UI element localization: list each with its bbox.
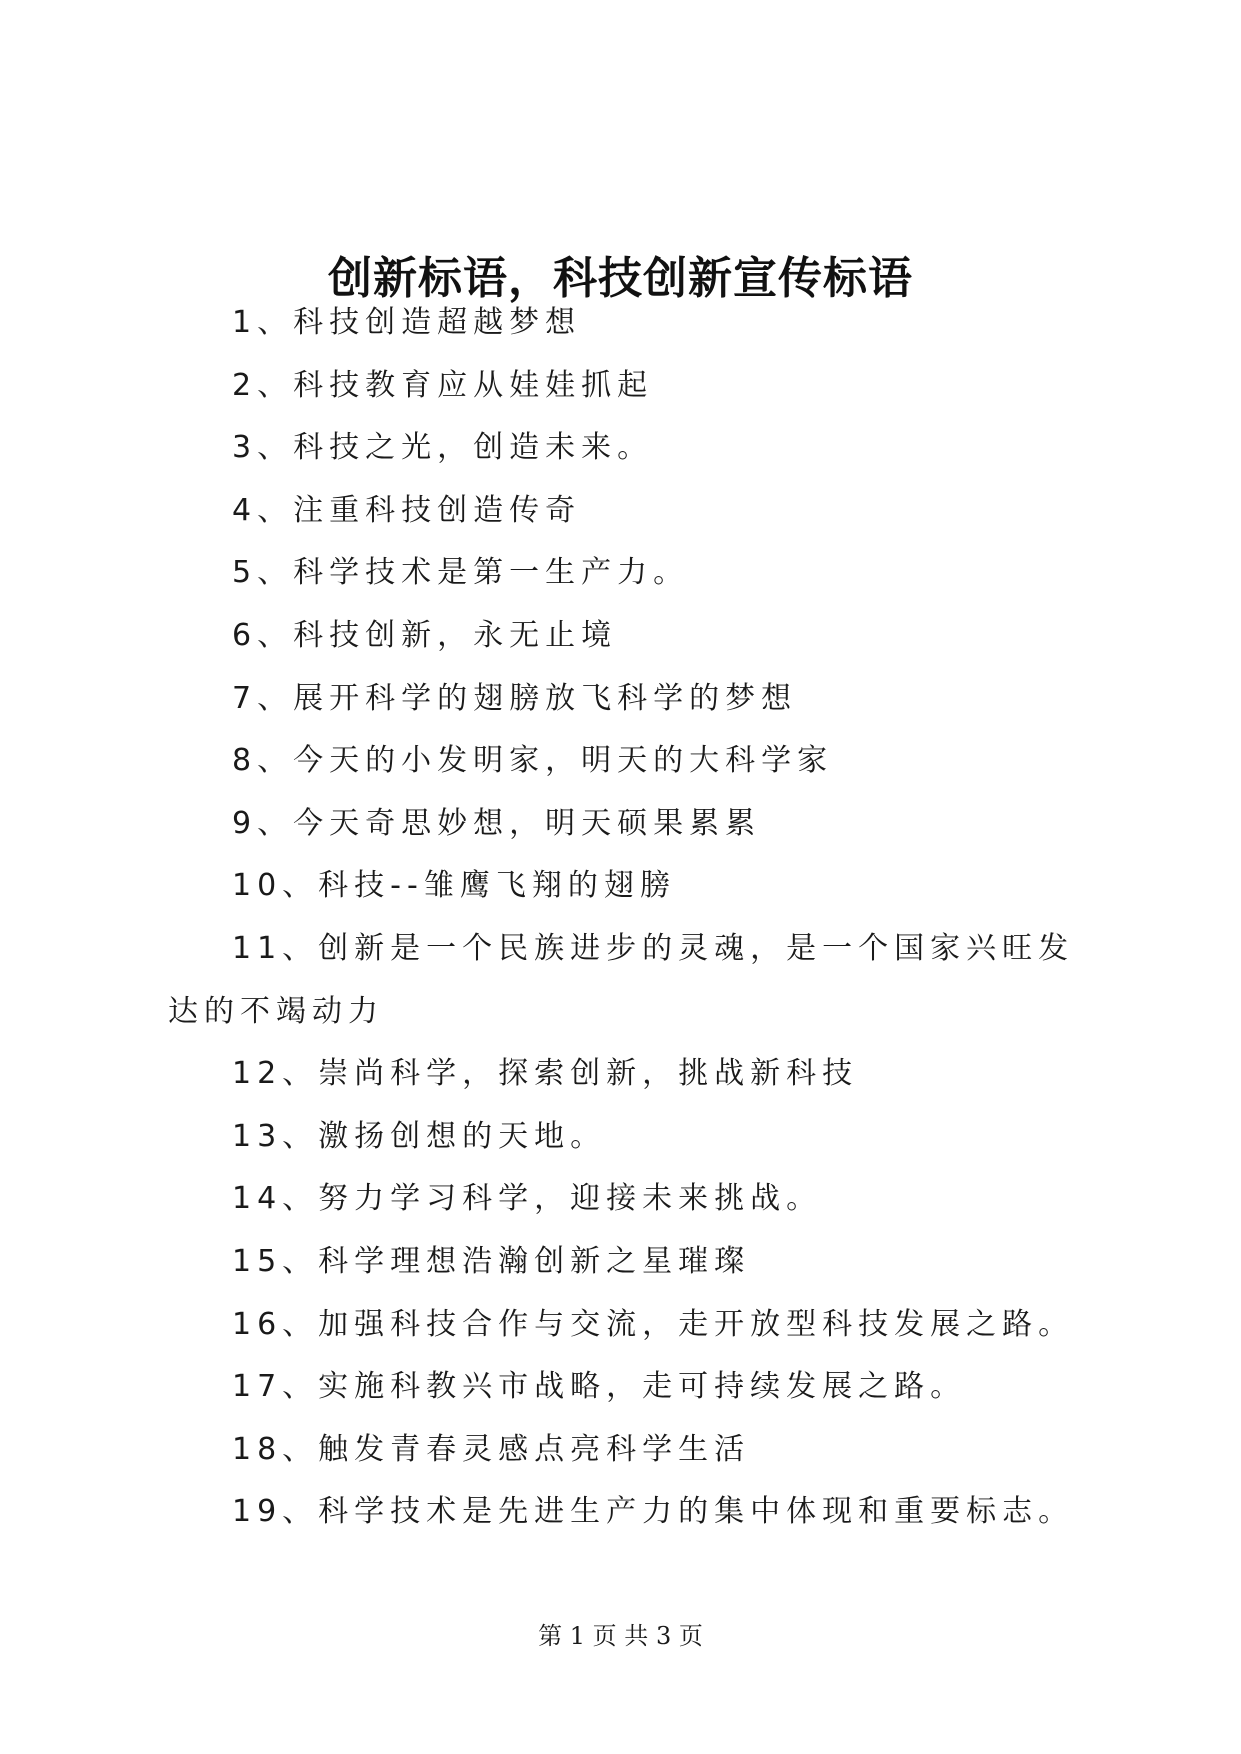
list-item: [168, 1294, 1098, 1357]
list-item: [168, 1419, 1098, 1482]
list-item: [168, 1106, 1098, 1169]
slogan-list: [168, 292, 1098, 1544]
list-item: [168, 668, 1098, 731]
list-item: [168, 355, 1098, 418]
list-item: [168, 605, 1098, 668]
slogan-text: 4、注重科技创造传奇: [232, 492, 582, 528]
list-item: [168, 292, 1098, 355]
list-item: [168, 918, 1098, 1043]
list-item: [168, 855, 1098, 918]
slogan-text: 14、努力学习科学，迎接未来挑战。: [232, 1181, 823, 1217]
list-item: [168, 1168, 1098, 1231]
slogan-text: 16、加强科技合作与交流，走开放型科技发展之路。: [232, 1306, 1075, 1342]
slogan-text: 9、今天奇思妙想，明天硕果累累: [232, 805, 762, 841]
slogan-text: 15、科学理想浩瀚创新之星璀璨: [232, 1243, 751, 1279]
list-item: [168, 417, 1098, 480]
slogan-text: 10、科技--雏鹰飞翔的翅膀: [232, 868, 676, 904]
document-title: 创新标语，科技创新宣传标语: [328, 253, 913, 305]
page-number-footer: 第 1 页 共 3 页: [538, 1622, 703, 1650]
slogan-text: 2、科技教育应从娃娃抓起: [232, 367, 654, 403]
slogan-text: 7、展开科学的翅膀放飞科学的梦想: [232, 680, 798, 716]
slogan-text: 18、触发青春灵感点亮科学生活: [232, 1431, 751, 1467]
slogan-text: 19、科学技术是先进生产力的集中体现和重要标志。: [232, 1494, 1075, 1530]
list-item: [168, 542, 1098, 605]
slogan-text: 11、创新是一个民族进步的灵魂，是一个国家兴旺发达的不竭动力: [168, 930, 1075, 1029]
list-item: [168, 793, 1098, 856]
slogan-text: 8、今天的小发明家，明天的大科学家: [232, 743, 834, 779]
list-item: [168, 480, 1098, 543]
slogan-text: 17、实施科教兴市战略，走可持续发展之路。: [232, 1369, 967, 1405]
slogan-text: 13、激扬创想的天地。: [232, 1118, 607, 1154]
slogan-text: 5、科学技术是第一生产力。: [232, 555, 690, 591]
slogan-text: 6、科技创新，永无止境: [232, 617, 618, 653]
list-item: [168, 1356, 1098, 1419]
slogan-text: 12、崇尚科学，探索创新，挑战新科技: [232, 1056, 859, 1092]
list-item: [168, 1481, 1098, 1544]
slogan-text: 3、科技之光，创造未来。: [232, 430, 654, 466]
slogan-text: 1、科技创造超越梦想: [232, 305, 582, 340]
list-item: [168, 1043, 1098, 1106]
list-item: [168, 1231, 1098, 1294]
list-item: [168, 730, 1098, 793]
